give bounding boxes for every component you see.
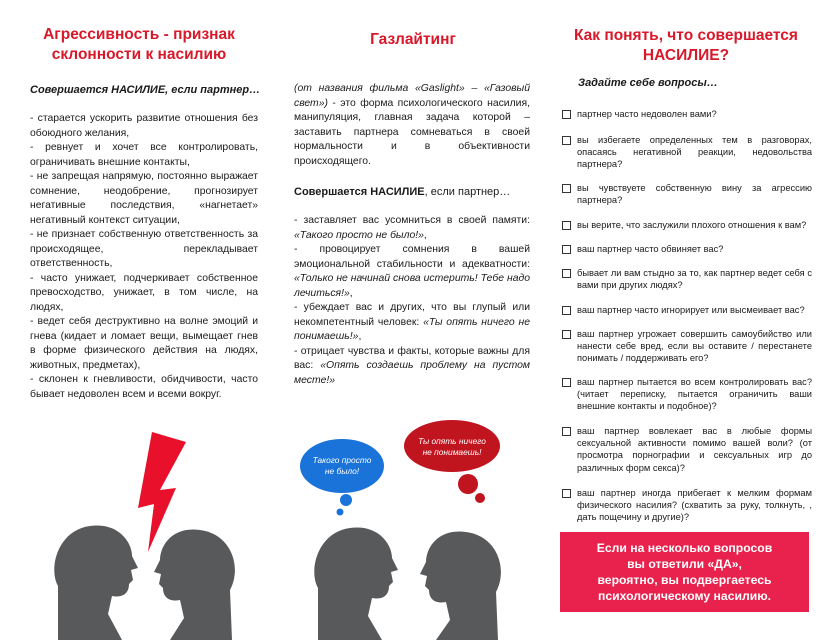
question-item: ваш партнер иногда прибегает к мелким формам физического насилия? (схватить за руку, толкнуть, , дать пощечину и другие)? xyxy=(562,487,812,524)
checkbox-icon[interactable] xyxy=(562,221,571,230)
aggression-item: - не запрещая напрямую, постоянно выражает сомнение, неодобрение, прогнозирует негативные последствия, «нагнетает» негативный контекст ситуации, xyxy=(30,171,258,226)
gaslighting-item: - заставляет вас усомниться в своей памяти: «Такого просто не было!», xyxy=(294,215,530,241)
checkbox-icon[interactable] xyxy=(562,306,571,315)
red-bubble-line1: Ты опять ничего xyxy=(418,436,486,446)
questions-title xyxy=(558,26,814,66)
conclusion-callout: Если на несколько вопросов вы ответили «ДА», вероятно, вы подвергаетесь психологическому насилию. xyxy=(560,532,809,612)
heads-bubbles-illustration xyxy=(274,418,548,640)
question-item: ваш партнер вовлекает вас в любые формы сексуальной активности помимо вашей воли? (от просмотра порнографии и сексуальных игр до различных форм секса)? xyxy=(562,425,812,474)
gaslighting-title: Газлайтинг xyxy=(370,31,456,48)
aggression-item: - ведет себя деструктивно на волне эмоций и гнева (кидает и ломает вещи, вымещает гнев в форме физического действия на людях, животных, предметах), xyxy=(30,316,258,371)
questions-title-line1: Как понять, что совершается xyxy=(574,27,798,44)
question-item: ваш партнер часто обвиняет вас? xyxy=(562,243,812,255)
gaslighting-lead-rest: , если партнер… xyxy=(424,186,511,198)
question-item: ваш партнер часто игнорирует или высмеивает вас? xyxy=(562,304,812,316)
blue-speech-bubble xyxy=(300,439,384,516)
question-item: ваш партнер угрожает совершить самоубийство или нанести себе вред, если вы оставите / перестанете понимать / поддерживать его? xyxy=(562,328,812,365)
aggression-item: - ревнует и хочет все контролировать, ограничивать внешние контакты, xyxy=(30,142,258,168)
questions-lead: Задайте себе вопросы… xyxy=(578,77,718,89)
blue-bubble-line2: не было! xyxy=(324,466,360,476)
checkbox-icon[interactable] xyxy=(562,330,571,339)
gaslighting-item: - провоцирует сомнения в вашей эмоциональной стабильности и адекватности: «Только не начинай снова истерить! Тебе надо лечиться!», xyxy=(294,244,530,299)
column-aggression xyxy=(0,0,274,640)
question-item: бывает ли вам стыдно за то, как партнер ведет себя с вами при других людях? xyxy=(562,267,812,291)
red-speech-bubble xyxy=(404,420,500,503)
checkbox-icon[interactable] xyxy=(562,378,571,387)
question-item: партнер часто недоволен вами? xyxy=(562,108,812,120)
gaslighting-list xyxy=(294,214,530,388)
checkbox-icon[interactable] xyxy=(562,110,571,119)
questions-title-line2: НАСИЛИЕ? xyxy=(642,47,730,64)
aggression-lead: Совершается НАСИЛИЕ, если партнер… xyxy=(30,84,261,96)
aggression-title-line2: склонности к насилию xyxy=(51,46,227,63)
checkbox-icon[interactable] xyxy=(562,269,571,278)
aggression-item: - склонен к гневливости, обидчивости, часто бывает недоволен всем и всеми вокруг. xyxy=(30,374,258,400)
right-head-silhouette xyxy=(420,531,501,640)
gaslighting-origin: (от названия фильма «Gaslight» – «Газовый свет») xyxy=(294,83,530,109)
checkbox-icon[interactable] xyxy=(562,136,571,145)
aggression-item: - старается ускорить развитие отношения без обоюдного желания, xyxy=(30,113,258,139)
gaslighting-intro xyxy=(294,82,530,169)
aggression-title xyxy=(14,25,264,65)
red-bubble-line2: не понимаешь! xyxy=(422,447,482,457)
question-item: вы верите, что заслужили плохого отношения к вам? xyxy=(562,219,812,231)
question-item: ваш партнер пытается во всем контролировать вас? (читает переписку, пытается ограничить ваши внешние контакты и подобное)? xyxy=(562,376,812,413)
gaslighting-item: - убеждает вас и других, что вы глупый или некомпетентный человек: «Ты опять ничего не понимаешь!», xyxy=(294,302,530,342)
checkbox-icon[interactable] xyxy=(562,489,571,498)
left-head-silhouette xyxy=(54,525,138,640)
column-questions xyxy=(548,0,824,640)
gaslighting-item: - отрицает чувства и факты, которые важны для вас: «Опять создаешь проблему на пустом месте!» xyxy=(294,345,531,386)
checkbox-icon[interactable] xyxy=(562,184,571,193)
question-item: вы чувствуете собственную вину за агрессию партнера? xyxy=(562,182,812,206)
aggression-list xyxy=(30,112,258,402)
aggression-title-line1: Агрессивность - признак xyxy=(43,26,235,43)
gaslighting-lead-bold: Совершается НАСИЛИЕ xyxy=(294,186,425,198)
aggression-item: - часто унижает, подчеркивает собственное превосходство, унижает, в том числе, на людях, xyxy=(30,272,258,313)
checkbox-icon[interactable] xyxy=(562,427,571,436)
gaslighting-lead xyxy=(294,185,530,200)
question-item: вы избегаете определенных тем в разговорах, опасаясь негативной реакции, недовольства партнера? xyxy=(562,134,812,171)
left-head-silhouette xyxy=(314,527,398,640)
column-gaslighting xyxy=(274,0,548,640)
aggression-item: - не признает собственную ответственность за происходящее, перекладывает ответственность, xyxy=(30,229,258,269)
blue-bubble-line1: Такого просто xyxy=(312,455,372,465)
right-head-silhouette xyxy=(154,529,235,640)
gaslighting-definition: - это форма психологического насилия, манипуляция, главная задача которой – заставить партнера сомневаться в своей нормальности и в объективности происходящего. xyxy=(294,97,530,167)
heads-lightning-illustration xyxy=(0,418,274,640)
checkbox-icon[interactable] xyxy=(562,245,571,254)
